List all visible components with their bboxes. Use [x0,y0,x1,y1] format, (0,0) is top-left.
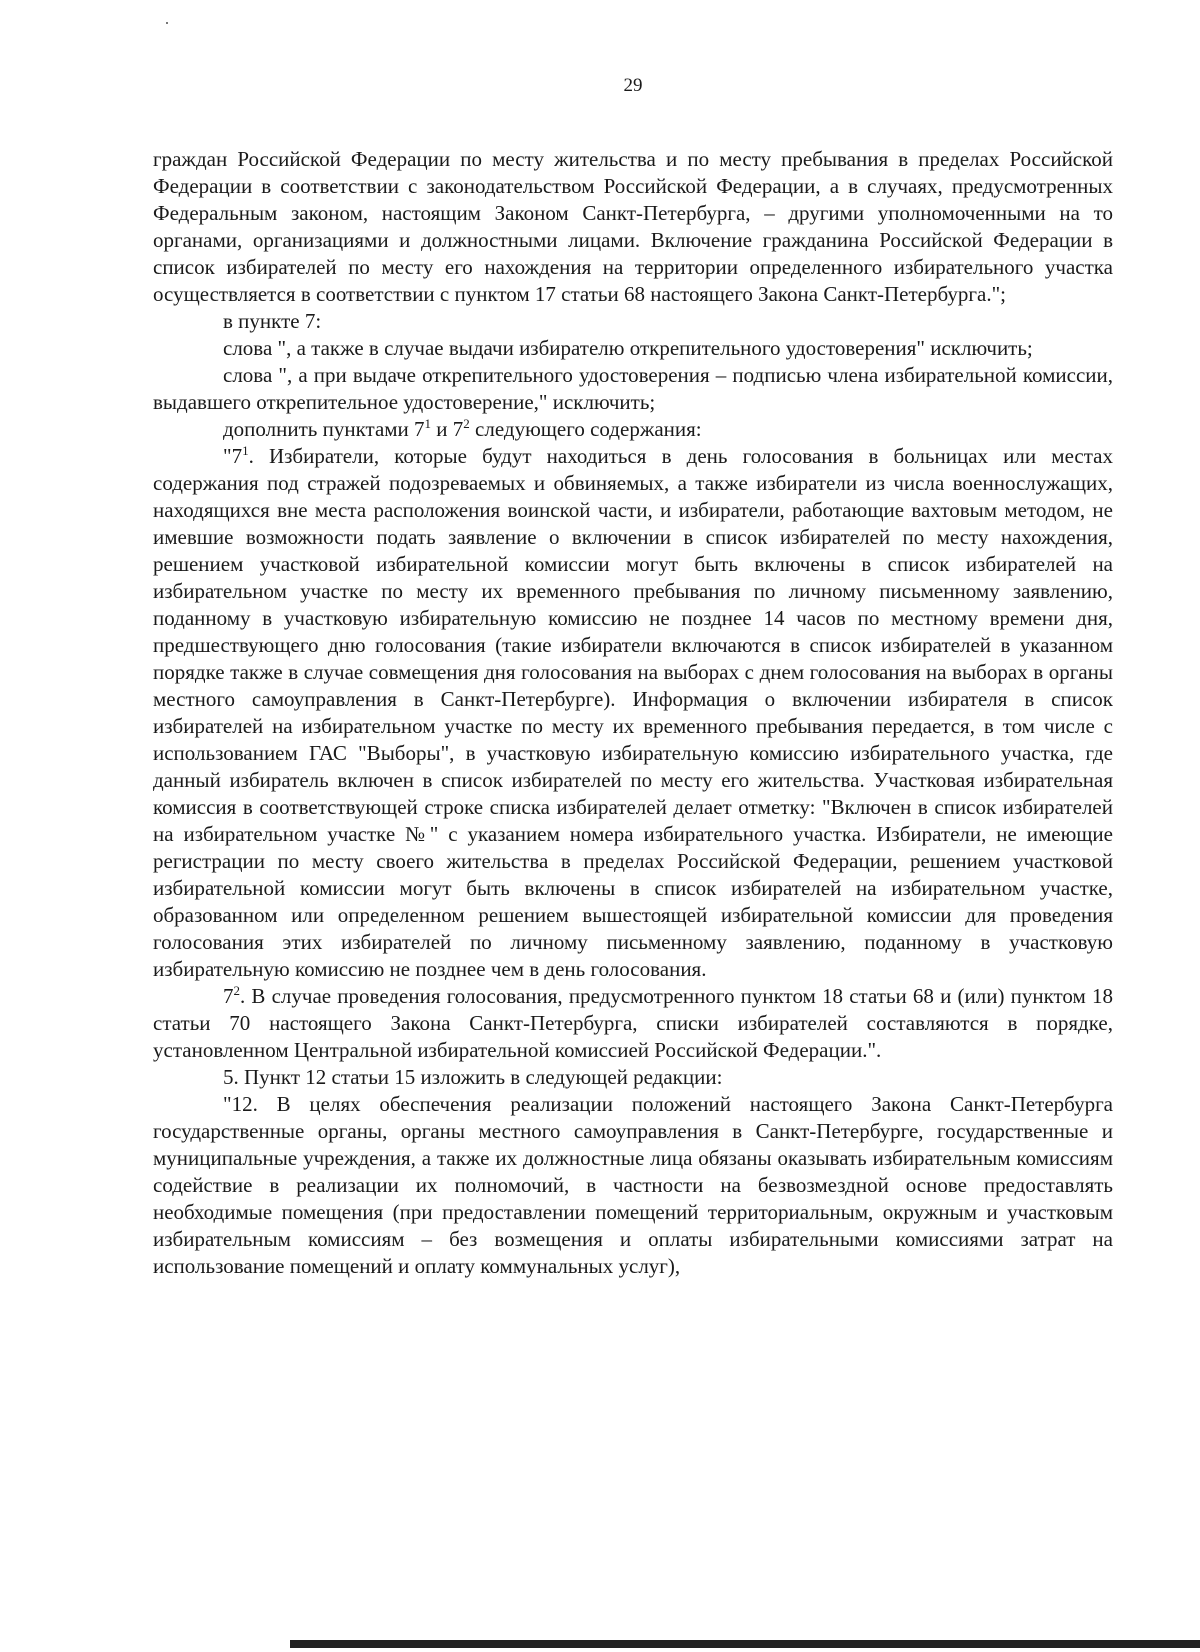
paragraph-clause-7-2: $7^2$. В случае проведения голосования, предусмотренного пунктом 18 статьи 68 и (или) пунктом 18 статьи 70 настоящего Закона Санкт-Петербурга, списки избирателей составляются в порядке, установленном Центральной избирательной комиссией Российской Федерации.". [153,983,1113,1062]
paragraph-words-exclude-2: слова ", а при выдаче открепительного удостоверения – подписью члена избирательной комиссии, выдавшего открепительное удостоверение," исключить; [153,363,1113,414]
paragraph-continuation: граждан Российской Федерации по месту жительства и по месту пребывания в пределах Российской Федерации в соответствии с законодательством Российской Федерации, а в случаях, предусмотренных Федеральным законом, настоящим Законом Санкт-Петербурга, – другими уполномоченными на то органами, организациями и должностными лицами. Включение гражданина Российской Федерации в список избирателей по месту его нахождения на территории определенного избирательного участка осуществляется в соответствии с пунктом 17 статьи 68 настоящего Закона Санкт-Петербурга."; [153,147,1113,306]
scan-bottom-edge [290,1640,1200,1648]
paragraph-clause-12: "12. В целях обеспечения реализации положений настоящего Закона Санкт-Петербурга государственные органы, органы местного самоуправления в Санкт-Петербурге, государственные и муниципальные учреждения, а также их должностные лица обязаны оказывать избирательным комиссиям содействие в реализации их полномочий, в частности на безвозмездной основе предоставлять необходимые помещения (при предоставлении помещений территориальным, окружным и участковым избирательным комиссиям – без возмещения и оплаты избирательными комиссиями затрат на использование помещений и оплату коммунальных услуг), [153,1092,1113,1278]
paragraph-clause-7-1: "$7^1$. Избиратели, которые будут находиться в день голосования в больницах или местах содержания под стражей подозреваемых и обвиняемых, а также избиратели из числа военнослужащих, находящихся вне места расположения воинской части, и избиратели, работающие вахтовым методом, не имевшие возможности подать заявление о включении в список избирателей по месту нахождения, решением участковой избирательной комиссии могут быть включены в список избирателей на избирательном участке по месту их временного пребывания по личному письменному заявлению, поданному в участковую избирательную комиссию не позднее 14 часов по местному времени дня, предшествующего дню голосования (такие избиратели включаются в список избирателей в указанном порядке также в случае совмещения дня голосования на выборах с днем голосования на выборах в органы местного самоуправления в Санкт-Петербурге). Информация о включении избирателя в список избирателей на избирательном участке по месту их временного пребывания передается, в том числе с использованием ГАС "Выборы", в участковую избирательную комиссию избирательного участка, где данный избиратель включен в список избирателей по месту его жительства. Участковая избирательная комиссия в соответствующей строке списка избирателей делает отметку: "Включен в список избирателей на избирательном участке №" с указанием номера избирательного участка. Избиратели, не имеющие регистрации по месту своего жительства в пределах Российской Федерации, решением участковой избирательной комиссии могут быть включены в список избирателей на избирательном участке, образованном или определенном решением вышестоящей избирательной комиссии для проведения голосования этих избирателей по личному письменному заявлению, поданному в участковую избирательную комиссию не позднее чем в день голосования. [153,443,1113,981]
document-body [153,146,1113,1280]
paragraph-words-exclude-1: слова ", а также в случае выдачи избирателю открепительного удостоверения" исключить; [223,336,1033,360]
paragraph-clause-7-heading: в пункте 7: [223,309,322,333]
scan-speck [166,22,168,24]
page-number: 29 [623,75,643,96]
paragraph-add-clauses: дополнить пунктами $7^1$ и $7^2$ следующего содержания: [223,416,702,441]
paragraph-item-5: 5. Пункт 12 статьи 15 изложить в следующей редакции: [223,1065,723,1089]
